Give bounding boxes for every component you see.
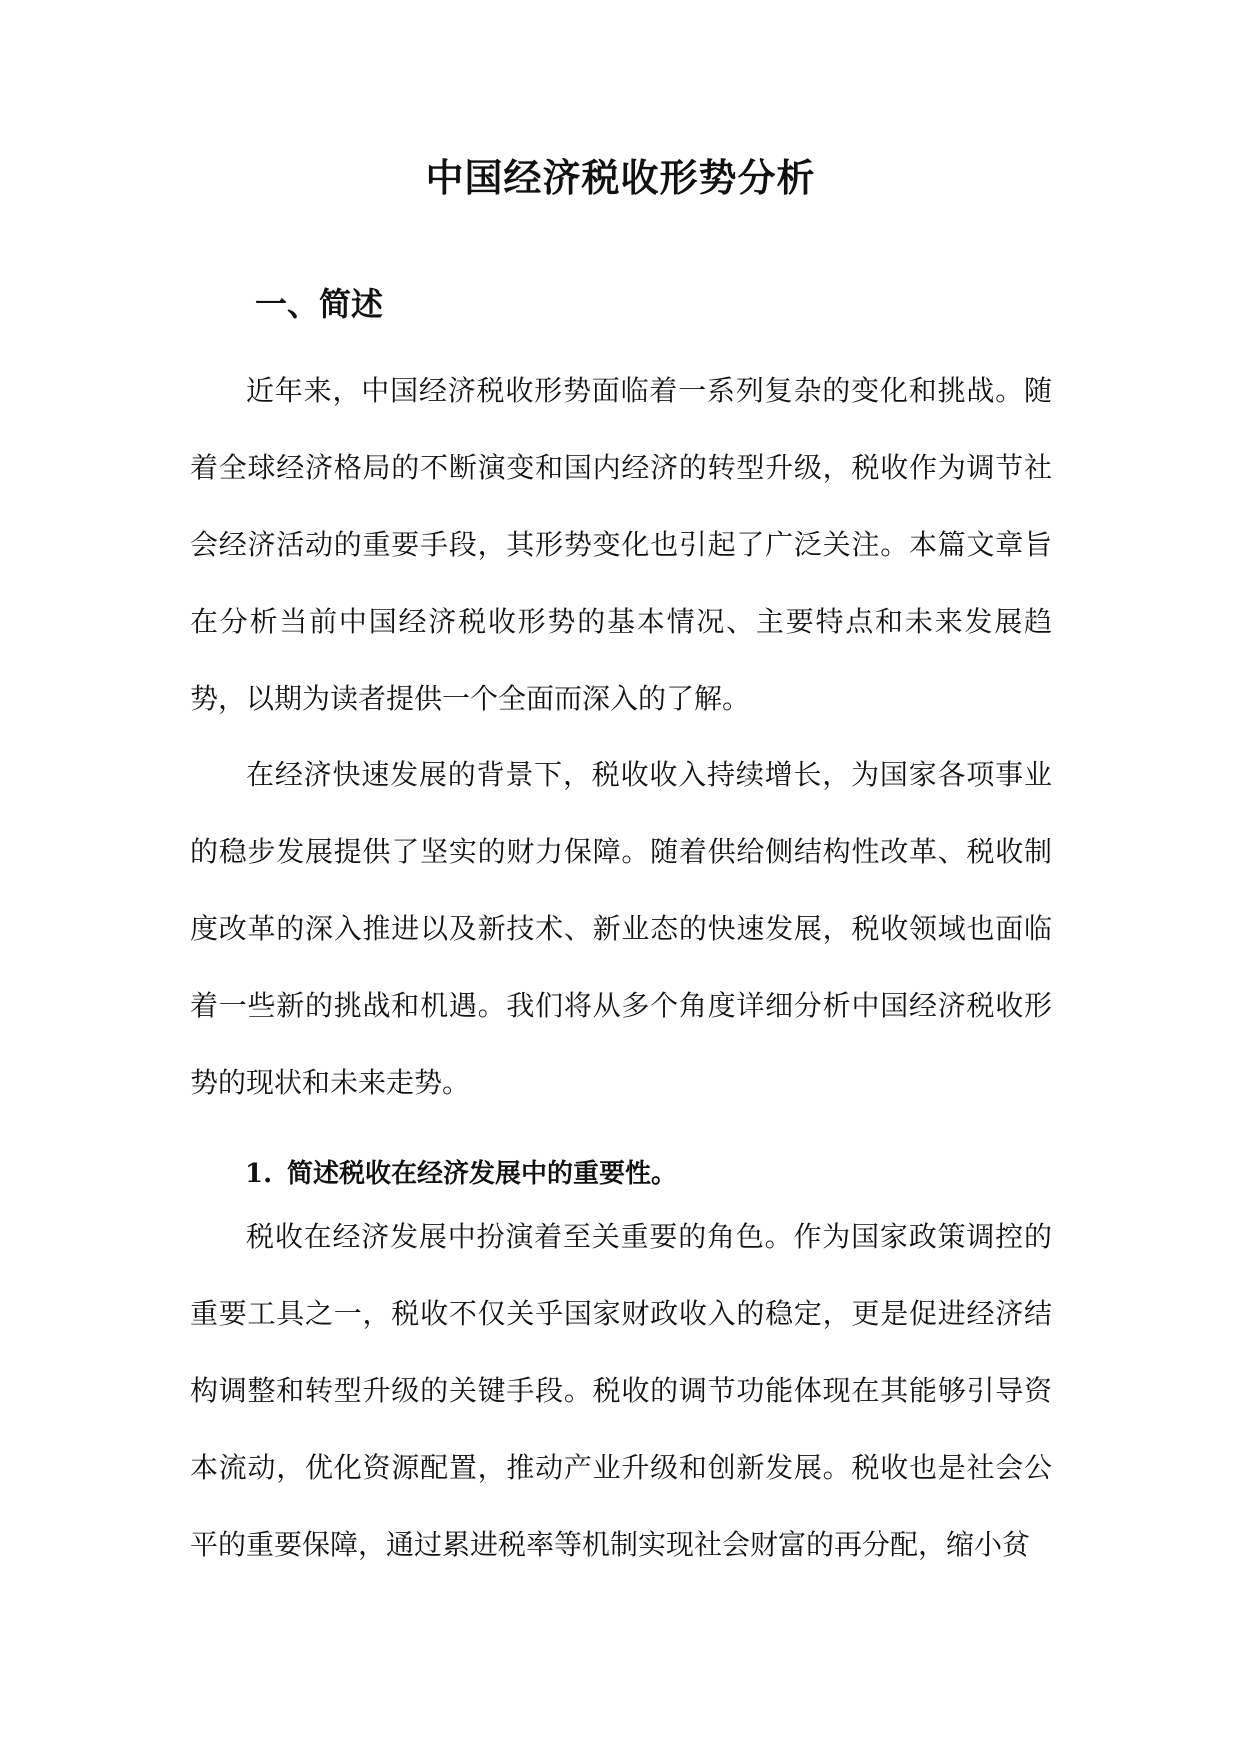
subsection-number: 1. <box>245 1159 273 1189</box>
subsection-heading <box>245 1152 677 1196</box>
section-heading: 一、简述 <box>255 285 384 323</box>
subsection-heading-text: 简述税收在经济发展中的重要性。 <box>287 1159 678 1189</box>
body-paragraph: 在经济快速发展的背景下，税收收入持续增长，为国家各项事业的稳步发展提供了坚实的财力保障。随着供给侧结构性改革、税收制度改革的深入推进以及新技术、新业态的快速发展，税收领域也面临着一些新的挑战和机遇。我们将从多个角度详细分析中国经济税收形势的现状和未来走势。 <box>190 758 1052 1099</box>
body-paragraph: 近年来，中国经济税收形势面临着一系列复杂的变化和挑战。随着全球经济格局的不断演变和国内经济的转型升级，税收作为调节社会经济活动的重要手段，其形势变化也引起了广泛关注。本篇文章旨在分析当前中国经济税收形势的基本情况、主要特点和未来发展趋势，以期为读者提供一个全面而深入的了解。 <box>190 374 1052 715</box>
document-title: 中国经济税收形势分析 <box>425 155 816 200</box>
body-paragraph: 税收在经济发展中扮演着至关重要的角色。作为国家政策调控的重要工具之一，税收不仅关乎国家财政收入的稳定，更是促进经济结构调整和转型升级的关键手段。税收的调节功能体现在其能够引导资本流动，优化资源配置，推动产业升级和创新发展。税收也是社会公平的重要保障，通过累进税率等机制实现社会财富的再分配，缩小贫 <box>190 1220 1052 1561</box>
